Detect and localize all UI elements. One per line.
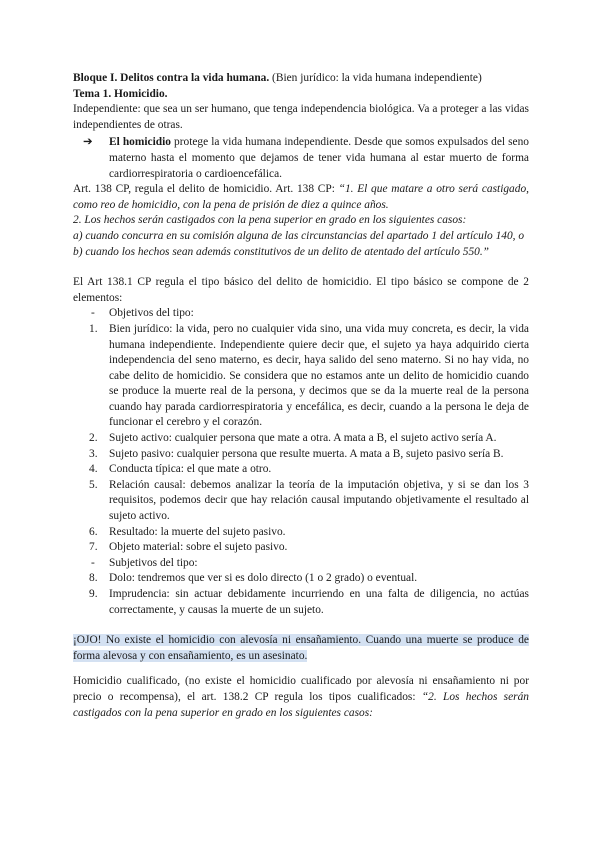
spacer xyxy=(73,618,529,633)
list-item xyxy=(73,525,529,541)
ojo-paragraph xyxy=(73,633,529,664)
tipo-basico-paragraph: El Art 138.1 CP regula el tipo básico del delito de homicidio. El tipo básico se compone de 2 elementos: xyxy=(73,276,529,304)
elements-list xyxy=(73,306,529,618)
cualificado-paragraph xyxy=(73,674,529,721)
list-item-text: Objetivos del tipo: xyxy=(109,307,194,320)
list-item-text: Sujeto pasivo: cualquier persona que resulte muerta. A mata a B, sujeto pasivo sería B. xyxy=(109,447,504,460)
list-marker: - xyxy=(91,307,95,320)
arrow-bullet-item xyxy=(73,135,529,182)
block-heading xyxy=(73,71,529,87)
list-marker: 8. xyxy=(89,572,98,585)
list-item-text: Subjetivos del tipo: xyxy=(109,556,198,569)
list-marker: 7. xyxy=(89,541,98,554)
list-section-label xyxy=(73,556,529,572)
intro-paragraph: Independiente: que sea un ser humano, que tenga independencia biológica. Va a proteger a las vidas independientes de otras. xyxy=(73,103,529,131)
list-item-text: Bien jurídico: la vida, pero no cualquier vida sino, una vida muy concreta, es decir, la vida humana independiente. Independiente quiere decir que, el sujeto ya haya adquirido cierta independencia del seno materno, es decir, haya salido del seno materno. Si no hay vida, no cabe delito de homicidio. Se considera que no estamos ante un delito de homicidio cuando se produce la muerte real de la persona, y decimos que se da la muerte real de la persona cuando hay parada cardiorrespiratoria y encefálica, es decir, cuando a la persona le deja de funcionar el cerebro y el corazón. xyxy=(109,322,529,429)
list-marker: 3. xyxy=(89,447,98,460)
art138-lead: Art. 138 CP, regula el delito de homicidio. Art. 138 CP: xyxy=(73,183,339,196)
spacer xyxy=(73,664,529,674)
topic-heading xyxy=(73,87,529,103)
topic-title: Tema 1. Homicidio. xyxy=(73,87,168,100)
list-item xyxy=(73,587,529,618)
list-item xyxy=(73,431,529,447)
block-subtitle: (Bien jurídico: la vida humana independiente) xyxy=(269,72,482,84)
list-item-text: Resultado: la muerte del sujeto pasivo. xyxy=(109,525,286,538)
list-item xyxy=(73,322,529,431)
list-marker: 1. xyxy=(89,322,98,335)
arrow-item-bold: El homicidio xyxy=(109,136,171,149)
list-marker: 9. xyxy=(89,588,98,600)
list-marker: 4. xyxy=(89,463,98,476)
list-item xyxy=(73,540,529,556)
list-item-text: Conducta típica: el que mate a otro. xyxy=(109,463,272,476)
list-item-text: Sujeto activo: cualquier persona que mate a otra. A mata a B, el sujeto activo sería A. xyxy=(109,432,497,445)
list-section-label xyxy=(73,306,529,322)
cualificado-quote: “2. Los hechos serán castigados con la pena superior en grado en los siguientes casos: xyxy=(73,690,529,719)
list-item xyxy=(73,478,529,525)
list-item xyxy=(73,447,529,463)
art138-paragraph xyxy=(73,182,529,213)
spacer xyxy=(73,260,529,275)
arrow-item-text: protege la vida humana independiente. Desde que somos expulsados del seno materno hasta el momento que dejamos de tener vida humana al estar muerto de forma cardiorrespiratoria o cardioencefálica. xyxy=(109,136,529,180)
art138-quote-b: b) cuando los hechos sean además constitutivos de un delito de atentado del artículo 550.” xyxy=(73,245,490,258)
list-marker: 2. xyxy=(89,432,98,445)
art138-quote-1: “1. El que matare a otro será castigado, como reo de homicidio, con la pena de prisión de diez a quince años. xyxy=(73,183,529,211)
cualificado-lead: Homicidio cualificado, (no existe el homicidio cualificado por alevosía ni ensañamiento ni por precio o recompensa), el art. 138.2 CP regula los tipos cualificados: xyxy=(73,675,529,703)
list-item xyxy=(73,571,529,587)
block-title: Bloque I. Delitos contra la vida humana. xyxy=(73,72,270,84)
list-item xyxy=(73,462,529,478)
art138-quote-a: a) cuando concurra en su comisión alguna de las circunstancias del apartado 1 del artículo 140, o xyxy=(73,229,525,242)
list-item-text: Dolo: tendremos que ver si es dolo directo (1 o 2 grado) o eventual. xyxy=(109,572,418,585)
list-marker: - xyxy=(91,556,95,569)
art138-quote-2: 2. Los hechos serán castigados con la pena superior en grado en los siguientes casos: xyxy=(73,214,467,227)
list-item-text: Relación causal: debemos analizar la teoría de la imputación objetiva, y si se dan los 3 requisitos, podemos decir que hay relación causal imputando objetivamente el resultado al sujeto activo. xyxy=(109,478,529,523)
ojo-highlight: ¡OJO! No existe el homicidio con alevosía ni ensañamiento. Cuando una muerte se produce de forma alevosa y con ensañamiento, es un asesinato. xyxy=(73,634,529,662)
list-marker: 5. xyxy=(89,478,98,491)
list-marker: 6. xyxy=(89,525,98,538)
arrow-right-icon: ➔ xyxy=(83,136,93,149)
document-body xyxy=(73,71,529,721)
list-item-text: Imprudencia: sin actuar debidamente incurriendo en una falta de diligencia, no actúas correctamente, y causas la muerte de un sujeto. xyxy=(109,588,529,616)
list-item-text: Objeto material: sobre el sujeto pasivo. xyxy=(109,541,288,554)
